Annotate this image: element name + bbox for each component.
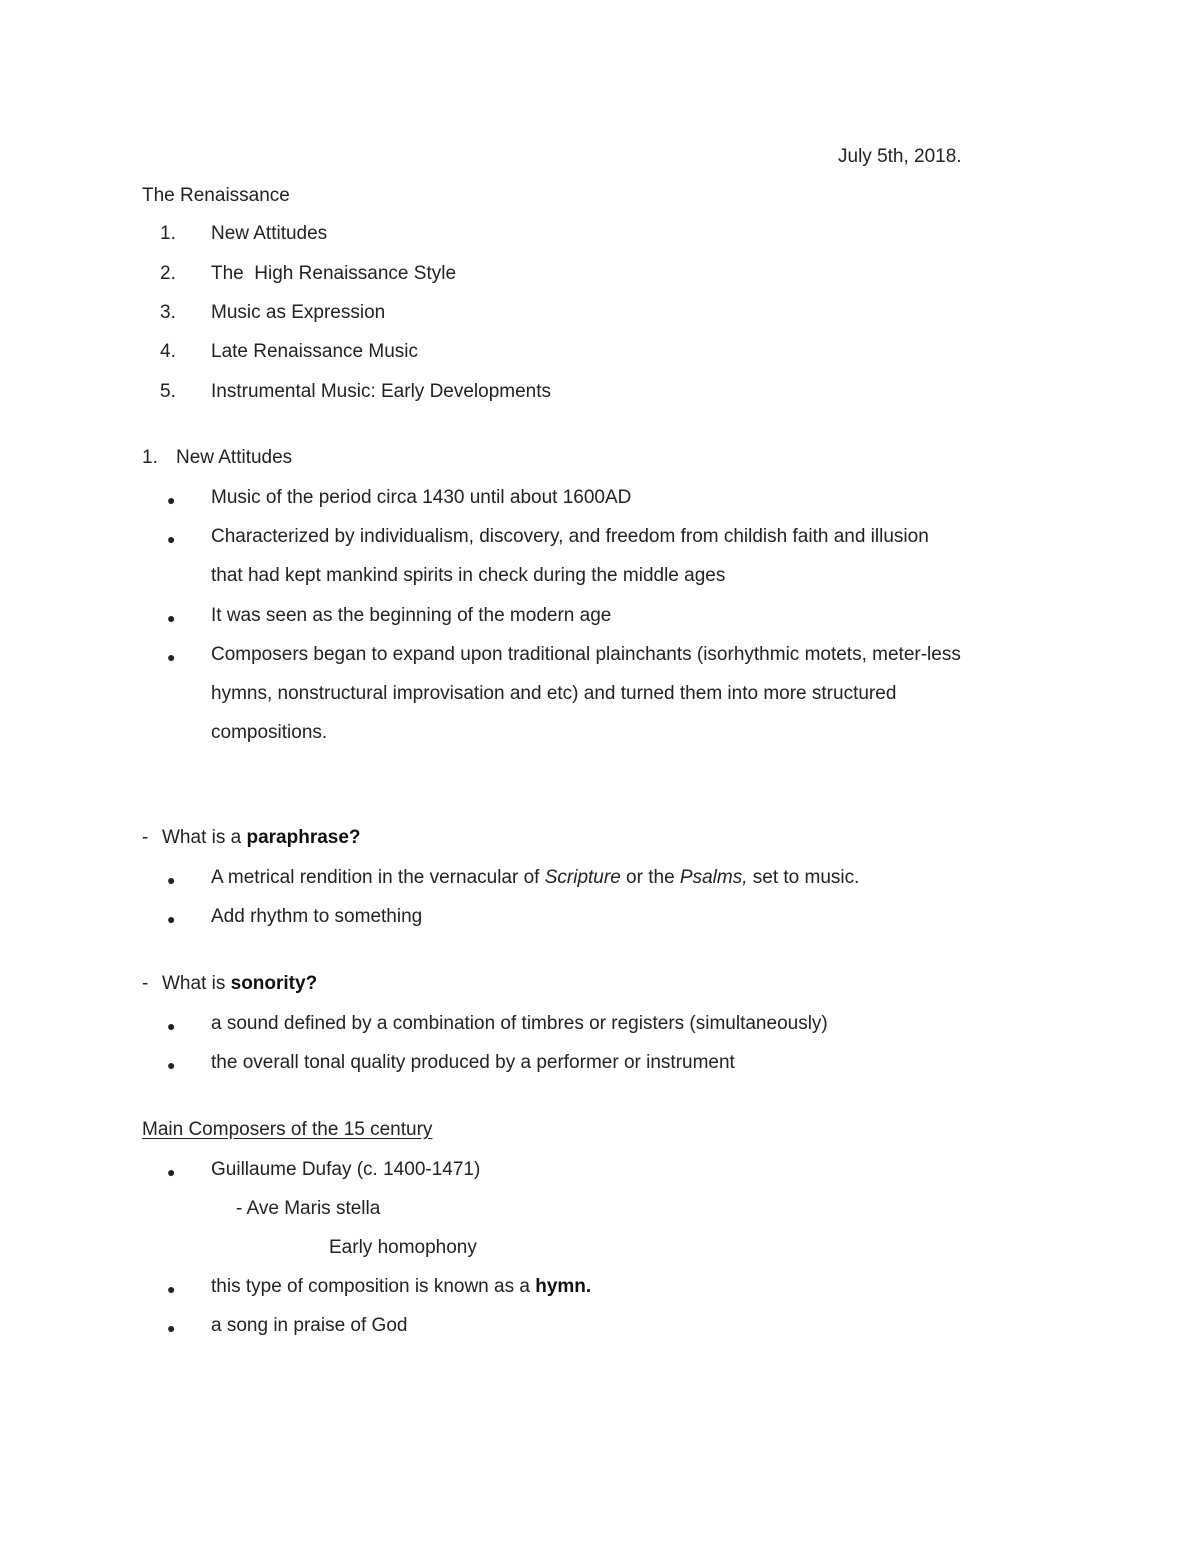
bullet-text-continued: that had kept mankind spirits in check during the middle ages — [211, 565, 726, 586]
bullet-text: a sound defined by a combination of timbres or registers (simultaneously) — [211, 1013, 828, 1034]
bullet-icon: ● — [167, 872, 176, 888]
bullet-icon: ● — [167, 1281, 176, 1297]
outline-item: Late Renaissance Music — [211, 341, 418, 362]
bullet-icon: ● — [167, 1164, 176, 1180]
bullet-icon: ● — [167, 649, 176, 665]
bullet-icon: ● — [167, 610, 176, 626]
bullet-text: the overall tonal quality produced by a performer or instrument — [211, 1052, 735, 1073]
question-text: What is a — [162, 827, 247, 848]
bullet-icon: ● — [167, 492, 176, 508]
outline-item: Instrumental Music: Early Developments — [211, 381, 552, 402]
question-paraphrase — [162, 826, 361, 850]
bullet-text: Composers began to expand upon traditional plainchants (isorhythmic motets, meter-less — [211, 644, 961, 665]
question-sonority — [162, 972, 317, 996]
section-heading: New Attitudes — [176, 447, 293, 468]
outline-number: 2. — [160, 263, 176, 284]
outline-number: 4. — [160, 341, 176, 362]
question-text: What is — [162, 973, 231, 994]
document-title: The Renaissance — [142, 185, 290, 206]
bullet-text: Guillaume Dufay (c. 1400-1471) — [211, 1159, 481, 1180]
question-dash: - — [142, 827, 149, 848]
sub-item: - Ave Maris stella — [236, 1198, 381, 1219]
outline-number: 3. — [160, 302, 176, 323]
bullet-text: Characterized by individualism, discovery, and freedom from childish faith and illusion — [211, 526, 929, 547]
outline-number: 1. — [160, 223, 176, 244]
composers-heading: Main Composers of the 15 century — [142, 1119, 433, 1140]
bullet-text-continued: compositions. — [211, 722, 328, 743]
text-run: this type of composition is known as a — [211, 1276, 536, 1297]
italic-term: Psalms, — [679, 867, 748, 888]
section-number: 1. — [142, 447, 158, 468]
bullet-text: It was seen as the beginning of the modern age — [211, 605, 612, 626]
text-run: or the — [620, 867, 680, 888]
bullet-icon: ● — [167, 531, 176, 547]
outline-item: The High Renaissance Style — [211, 263, 457, 284]
bullet-icon: ● — [167, 1018, 176, 1034]
bullet-text — [211, 866, 859, 890]
bullet-text-continued: hymns, nonstructural improvisation and etc) and turned them into more structured — [211, 683, 897, 704]
outline-item: Music as Expression — [211, 302, 386, 323]
sub-item-note: Early homophony — [329, 1237, 477, 1258]
bullet-text: Add rhythm to something — [211, 906, 423, 927]
text-run: set to music. — [747, 867, 860, 888]
date: July 5th, 2018. — [838, 146, 962, 167]
question-dash: - — [142, 973, 149, 994]
outline-number: 5. — [160, 381, 176, 402]
question-term: paraphrase? — [246, 827, 361, 848]
italic-term: Scripture — [544, 867, 621, 888]
question-term: sonority? — [230, 973, 318, 994]
bold-term: hymn. — [535, 1276, 592, 1297]
text-run: A metrical rendition in the vernacular of — [211, 867, 545, 888]
bullet-text: a song in praise of God — [211, 1315, 408, 1336]
bullet-text — [211, 1275, 591, 1299]
bullet-icon: ● — [167, 1057, 176, 1073]
bullet-icon: ● — [167, 911, 176, 927]
bullet-icon: ● — [167, 1320, 176, 1336]
outline-item: New Attitudes — [211, 223, 328, 244]
bullet-text: Music of the period circa 1430 until about 1600AD — [211, 487, 632, 508]
